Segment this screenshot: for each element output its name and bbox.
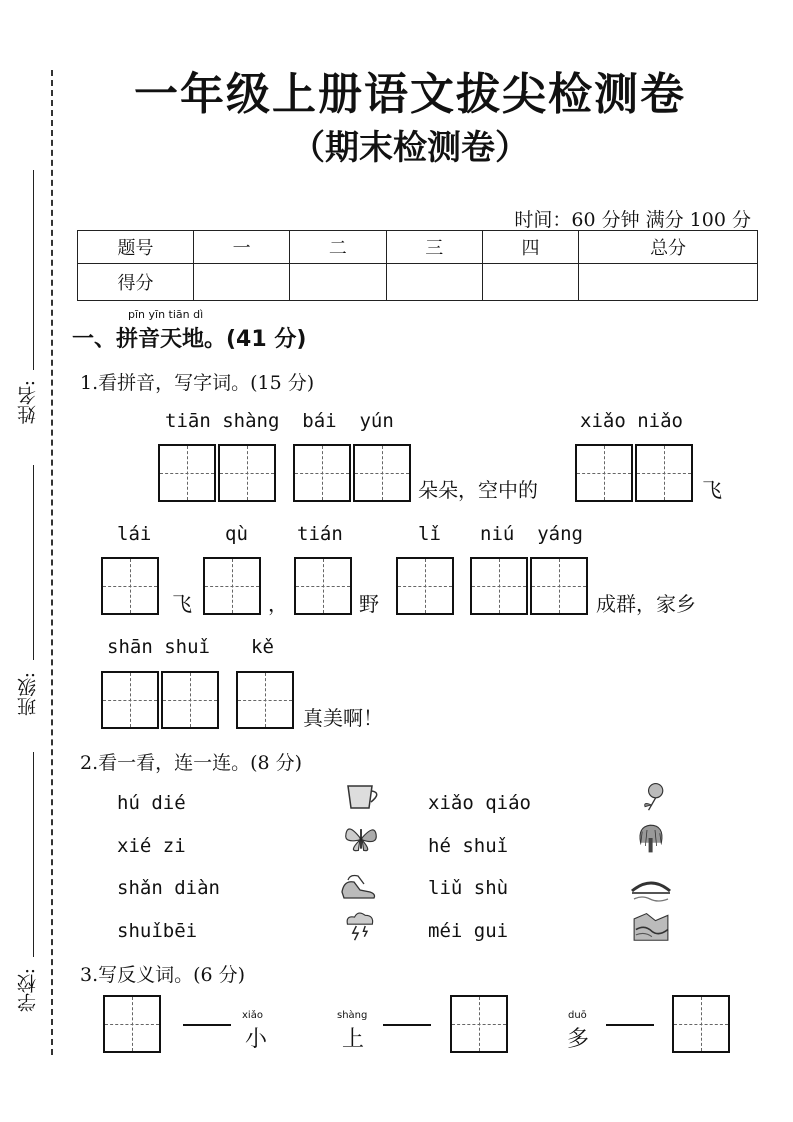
sentence-text: 飞 [702,478,722,502]
pinyin-text: niú yáng [480,523,583,545]
writing-box[interactable] [672,995,730,1053]
question-title: 3.写反义词。(6 分) [80,964,246,986]
sentence-text: 真美啊！ [303,706,383,730]
score-input-cell[interactable] [386,264,482,301]
antonym-char: 小 [245,1027,268,1052]
antonym-connector-line [606,1024,654,1026]
antonym-connector-line [183,1024,231,1026]
writing-box[interactable] [293,444,351,502]
pinyin-text: tián [297,523,343,545]
score-table-score-row [78,264,758,301]
writing-box[interactable] [218,444,276,502]
table-cell: 题号 [78,231,194,264]
section-pinyin: pīn yīn tiān dì [128,308,204,321]
butterfly-icon[interactable] [340,822,382,854]
writing-box[interactable] [470,557,528,615]
writing-box[interactable] [101,671,159,729]
table-cell: 二 [290,231,386,264]
writing-box[interactable] [203,557,261,615]
class-label: 班级: [17,672,39,717]
match-right-word: hé shuǐ [428,835,509,857]
school-label: 学校: [17,968,39,1013]
shoes-icon[interactable] [338,870,380,902]
question-title: 1.看拼音，写字词。(15 分) [80,372,315,394]
table-cell: 总分 [579,231,758,264]
writing-box[interactable] [353,444,411,502]
river-icon[interactable] [630,910,672,942]
antonym-pinyin: xiǎo [242,1010,263,1021]
antonym-pinyin: duō [568,1010,587,1021]
bridge-icon[interactable] [630,872,672,904]
writing-box[interactable] [103,995,161,1053]
lightning-cloud-icon[interactable] [338,910,380,942]
pinyin-text: kě [251,636,274,658]
score-input-cell[interactable] [290,264,386,301]
writing-box[interactable] [158,444,216,502]
sentence-text: 野 [359,592,379,616]
pinyin-text: xiǎo niǎo [580,410,683,432]
section-title: 一、拼音天地。(41 分) [72,327,307,352]
pinyin-text: qù [225,523,248,545]
writing-box[interactable] [294,557,352,615]
binding-dashed-line [51,70,53,1055]
antonym-char: 上 [342,1027,365,1052]
pinyin-text: tiān shàng bái yún [165,410,394,432]
match-left-word: hú dié [117,792,186,814]
question-title: 2.看一看，连一连。(8 分) [80,752,303,774]
cup-icon[interactable] [342,780,384,812]
table-cell: 三 [386,231,482,264]
sentence-text: 朵朵，空中的 [418,478,538,502]
willow-tree-icon[interactable] [630,822,672,854]
name-label: 姓名: [17,380,39,425]
sentence-text: 飞 [172,592,192,616]
score-input-cell[interactable] [579,264,758,301]
antonym-pinyin: shàng [337,1010,368,1021]
writing-box[interactable] [101,557,159,615]
time-info: 时间：60 分钟 满分 100 分 [514,209,751,231]
writing-box[interactable] [575,444,633,502]
writing-box[interactable] [635,444,693,502]
page-title: 一年级上册语文拔尖检测卷 [134,69,686,120]
sentence-text: ， [268,592,288,616]
writing-box[interactable] [161,671,219,729]
table-cell: 得分 [78,264,194,301]
table-cell: 四 [482,231,578,264]
table-cell: 一 [194,231,290,264]
name-underline [33,170,34,370]
match-left-word: shǎn diàn [117,877,220,899]
match-right-word: méi gui [428,920,509,942]
rose-icon[interactable] [632,780,674,812]
writing-box[interactable] [236,671,294,729]
writing-box[interactable] [396,557,454,615]
match-left-word: xié zi [117,835,186,857]
school-underline [33,752,34,957]
pinyin-text: lǐ [418,523,441,545]
antonym-char: 多 [567,1027,590,1052]
pinyin-text: shān shuǐ [107,636,210,658]
score-input-cell[interactable] [482,264,578,301]
score-table [77,230,758,301]
antonym-connector-line [383,1024,431,1026]
writing-box[interactable] [450,995,508,1053]
sentence-text: 成群，家乡 [596,592,696,616]
match-right-word: xiǎo qiáo [428,792,531,814]
writing-box[interactable] [530,557,588,615]
score-input-cell[interactable] [194,264,290,301]
pinyin-text: lái [117,523,152,545]
match-left-word: shuǐbēi [117,920,198,942]
score-table-header-row [78,231,758,264]
page-subtitle: （期末检测卷） [291,128,529,168]
class-underline [33,465,34,660]
match-right-word: liǔ shù [428,877,509,899]
